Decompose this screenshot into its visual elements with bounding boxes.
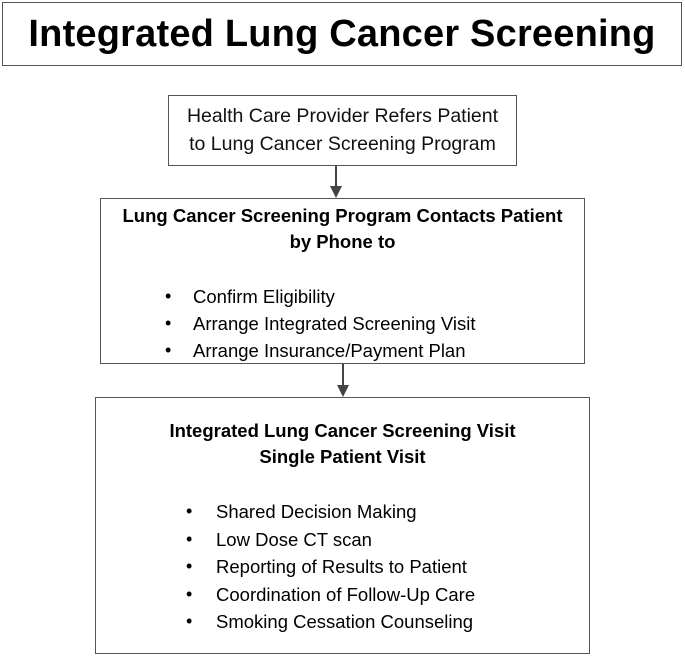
bullet-icon: • — [186, 528, 193, 549]
bullet-icon: • — [165, 313, 172, 333]
list-item: • Reporting of Results to Patient — [186, 553, 475, 581]
visit-step-header-line-2: Single Patient Visit — [259, 446, 426, 467]
list-item: • Confirm Eligibility — [165, 283, 475, 310]
list-item: • Arrange Integrated Screening Visit — [165, 310, 475, 337]
list-item: • Low Dose CT scan — [186, 526, 475, 554]
visit-step-header-line-1: Integrated Lung Cancer Screening Visit — [169, 420, 516, 441]
contact-step-header-line-1: Lung Cancer Screening Program Contacts Patient — [122, 205, 563, 226]
arrow-2 — [336, 364, 350, 397]
referral-step-box — [168, 95, 517, 166]
title-box — [2, 2, 682, 66]
bullet-icon: • — [186, 583, 193, 604]
list-item: • Smoking Cessation Counseling — [186, 608, 475, 636]
diagram-title: Integrated Lung Cancer Screening — [28, 12, 656, 55]
list-item: • Shared Decision Making — [186, 498, 475, 526]
bullet-icon: • — [186, 501, 193, 521]
contact-step-list — [165, 283, 475, 364]
visit-step-box — [95, 397, 590, 654]
contact-step-header-line-2: by Phone to — [289, 231, 396, 252]
referral-step-line-1: Health Care Provider Refers Patient — [186, 105, 499, 127]
bullet-icon: • — [165, 286, 172, 306]
bullet-icon: • — [186, 611, 193, 631]
contact-step-box — [100, 198, 585, 364]
bullet-icon: • — [165, 340, 172, 360]
arrow-1 — [329, 166, 343, 198]
list-item: • Coordination of Follow-Up Care — [186, 581, 475, 609]
list-item: • Arrange Insurance/Payment Plan — [165, 337, 475, 364]
referral-step-line-2: to Lung Cancer Screening Program — [189, 133, 496, 155]
bullet-icon: • — [186, 556, 193, 576]
visit-step-list — [186, 498, 475, 636]
